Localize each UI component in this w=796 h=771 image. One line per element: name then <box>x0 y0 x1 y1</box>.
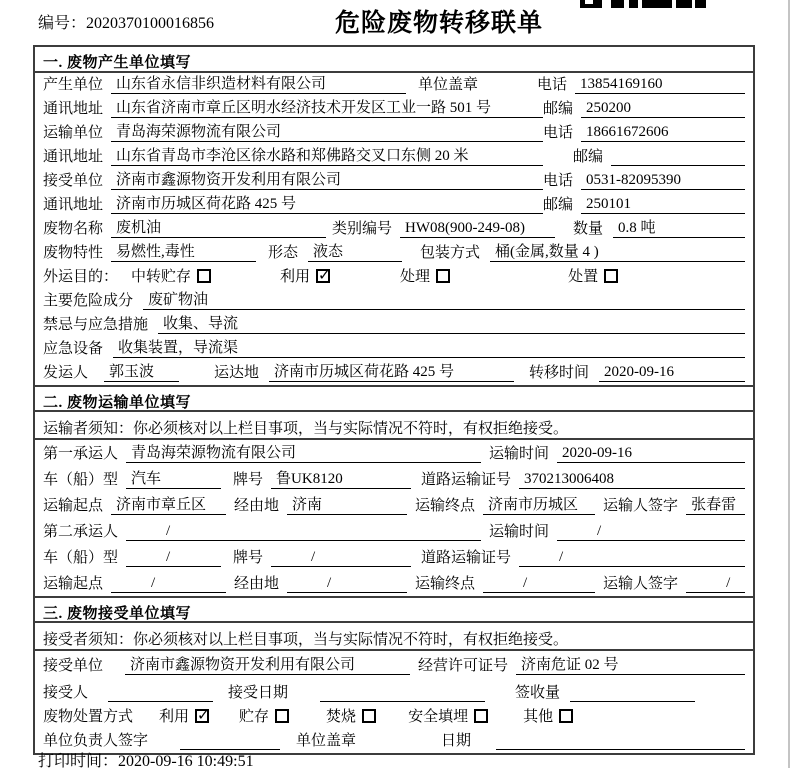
section2-title: 二. 废物运输单位填写 <box>35 385 753 412</box>
vehicle2-value: / <box>126 549 221 567</box>
transporter-label: 运输单位 <box>43 125 104 141</box>
checkbox-icon[interactable] <box>197 269 211 283</box>
print-time-value: 2020-09-16 10:49:51 <box>118 753 254 770</box>
checkbox-icon[interactable] <box>275 709 289 723</box>
shipper-dest-value: 济南市历城区荷花路 425 号 <box>269 360 514 382</box>
waste-form-value: 液态 <box>308 240 402 262</box>
disposal-option-label: 利用 <box>159 709 190 725</box>
serial-label: 编号： <box>38 15 87 32</box>
purpose-option-use <box>280 265 330 286</box>
transfer-time-value: 2020-09-16 <box>599 364 745 382</box>
receiver-address-label: 通讯地址 <box>43 197 104 213</box>
transporter-value: 青岛海荣源物流有限公司 <box>111 120 543 142</box>
measures-label: 禁忌与应急措施 <box>43 317 149 333</box>
route2-row <box>35 570 753 596</box>
route1-row <box>35 492 753 518</box>
vehicle1-cert-value: 370213006408 <box>519 471 745 489</box>
route2-start-value: / <box>111 575 226 593</box>
equipment-label: 应急设备 <box>43 341 104 357</box>
route2-end-value: / <box>483 575 595 593</box>
route1-end-label: 运输终点 <box>415 498 476 514</box>
waste-qty-label: 数量 <box>573 221 604 237</box>
receiver-phone-label: 电话 <box>543 173 574 189</box>
page-edge-divider <box>788 0 790 768</box>
purpose-option-transfer <box>131 265 211 286</box>
measures-row <box>35 313 753 337</box>
vehicle1-label: 车（船）型 <box>43 472 119 488</box>
route1-sign-value: 张春雷 <box>686 493 745 515</box>
waste-code-label: 类别编号 <box>332 221 393 237</box>
unit-seal-label: 单位盖章 <box>296 733 357 749</box>
purpose-option-label: 处理 <box>400 269 431 285</box>
route2-start-label: 运输起点 <box>43 576 104 592</box>
vehicle2-plate-label: 牌号 <box>233 550 264 566</box>
carrier2-label: 第二承运人 <box>43 524 119 540</box>
purpose-label: 外运目的： <box>43 269 119 285</box>
receiver-phone-value: 0531-82095390 <box>581 172 745 190</box>
producer-phone-label: 电话 <box>536 77 567 93</box>
route1-sign-label: 运输人签字 <box>603 498 679 514</box>
acceptor-row <box>35 678 753 705</box>
producer-zip-label: 邮编 <box>543 101 574 117</box>
route2-sign-value: / <box>686 575 745 593</box>
transporter-phone-value: 18661672606 <box>581 124 745 142</box>
producer-address-row <box>35 97 753 121</box>
producer-seal-label: 单位盖章 <box>418 77 479 93</box>
equipment-row <box>35 337 753 361</box>
purpose-option-label: 利用 <box>280 269 311 285</box>
checkbox-icon[interactable] <box>362 709 376 723</box>
receiver-address-row <box>35 193 753 217</box>
receipt-qty-value <box>570 685 695 702</box>
accept-unit-value: 济南市鑫源物资开发利用有限公司 <box>125 653 410 675</box>
route1-end-value: 济南市历城区 <box>483 493 595 515</box>
checkbox-icon[interactable] <box>195 709 209 723</box>
vehicle2-row <box>35 544 753 570</box>
route2-via-label: 经由地 <box>234 576 280 592</box>
license-label: 经营许可证号 <box>418 658 509 674</box>
waste-form-label: 形态 <box>268 245 299 261</box>
disposal-option-label: 其他 <box>523 709 554 725</box>
vehicle1-cert-label: 道路运输证号 <box>421 472 512 488</box>
disposal-option-other <box>523 705 573 726</box>
producer-phone-value: 13854169160 <box>575 76 745 94</box>
waste-code-value: HW08(900-249-08) <box>400 220 555 238</box>
carrier2-row <box>35 518 753 544</box>
accept-date-value <box>320 685 485 702</box>
checkbox-icon[interactable] <box>604 269 618 283</box>
carrier2-time-value: / <box>557 523 745 541</box>
route2-via-value: / <box>287 575 407 593</box>
transporter-zip-value <box>611 149 745 166</box>
receiver-address-value: 济南市历城区荷花路 425 号 <box>111 192 543 214</box>
producer-value: 山东省永信非织造材料有限公司 <box>111 72 406 94</box>
sign-date-value <box>496 733 745 750</box>
equipment-value: 收集装置，导流渠 <box>113 336 745 358</box>
producer-zip-value: 250200 <box>581 100 745 118</box>
transfer-form-table <box>33 45 755 755</box>
purpose-option-label: 中转贮存 <box>131 269 192 285</box>
print-time-label: 打印时间： <box>38 753 119 770</box>
waste-pack-value: 桶(金属,数量 4 ) <box>490 240 745 262</box>
accept-unit-label: 接受单位 <box>43 658 104 674</box>
section3-title: 三. 废物接受单位填写 <box>35 596 753 623</box>
waste-pack-label: 包装方式 <box>420 245 481 261</box>
receiver-zip-value: 250101 <box>581 196 745 214</box>
hazard-label: 主要危险成分 <box>43 293 134 309</box>
checkbox-icon[interactable] <box>436 269 450 283</box>
vehicle1-value: 汽车 <box>126 467 221 489</box>
disposal-option-store <box>239 705 289 726</box>
checkbox-icon[interactable] <box>559 709 573 723</box>
acceptor-label: 接受人 <box>43 685 89 701</box>
transporter-phone-label: 电话 <box>543 125 574 141</box>
vehicle1-plate-value: 鲁UK8120 <box>271 467 411 489</box>
producer-address-label: 通讯地址 <box>43 101 104 117</box>
carrier1-time-label: 运输时间 <box>489 446 550 462</box>
route1-start-value: 济南市章丘区 <box>111 493 226 515</box>
license-value: 济南危证 02 号 <box>516 653 745 675</box>
serial-number: 2020370100016856 <box>86 15 215 32</box>
measures-value: 收集、导流 <box>158 312 745 334</box>
receiver-zip-label: 邮编 <box>543 197 574 213</box>
vehicle2-plate-value: / <box>271 549 411 567</box>
receipt-qty-label: 签收量 <box>515 685 561 701</box>
receiver-row <box>35 169 753 193</box>
waste-name-label: 废物名称 <box>43 221 104 237</box>
shipper-row <box>35 361 753 385</box>
disposal-option-label: 焚烧 <box>326 709 357 725</box>
transporter-address-label: 通讯地址 <box>43 149 104 165</box>
carrier1-value: 青岛海荣源物流有限公司 <box>126 441 481 463</box>
receiver-value: 济南市鑫源物资开发利用有限公司 <box>111 168 543 190</box>
responsible-sign-label: 单位负责人签字 <box>43 733 149 749</box>
waste-name-row <box>35 217 753 241</box>
qr-code-fragment <box>580 0 706 8</box>
carrier2-time-label: 运输时间 <box>489 524 550 540</box>
waste-qty-value: 0.8 吨 <box>613 216 745 238</box>
carrier1-time-value: 2020-09-16 <box>557 445 745 463</box>
transfer-time-label: 转移时间 <box>529 365 590 381</box>
shipper-dest-label: 运达地 <box>214 365 260 381</box>
purpose-option-label: 处置 <box>568 269 599 285</box>
carrier1-label: 第一承运人 <box>43 446 119 462</box>
shipper-label: 发运人 <box>43 365 89 381</box>
route2-sign-label: 运输人签字 <box>603 576 679 592</box>
accept-unit-row <box>35 651 753 678</box>
hazard-row <box>35 289 753 313</box>
producer-address-value: 山东省济南市章丘区明水经济技术开发区工业一路 501 号 <box>111 96 543 118</box>
section2-notice: 运输者须知：你必须核对以上栏目事项，当与实际情况不符时，有权拒绝接受。 <box>35 412 753 440</box>
checkbox-icon[interactable] <box>474 709 488 723</box>
waste-traits-value: 易燃性,毒性 <box>111 240 256 262</box>
route1-via-label: 经由地 <box>234 498 280 514</box>
checkbox-icon[interactable] <box>316 269 330 283</box>
disposal-option-burn <box>326 705 376 726</box>
disposal-option-label: 贮存 <box>239 709 270 725</box>
acceptor-value <box>108 685 213 702</box>
route1-start-label: 运输起点 <box>43 498 104 514</box>
vehicle2-label: 车（船）型 <box>43 550 119 566</box>
waste-name-value: 废机油 <box>111 216 326 238</box>
accept-date-label: 接受日期 <box>228 685 289 701</box>
producer-row <box>35 73 753 97</box>
vehicle1-row <box>35 466 753 492</box>
disposal-option-use <box>159 705 209 726</box>
purpose-option-treat <box>400 265 450 286</box>
vehicle1-plate-label: 牌号 <box>233 472 264 488</box>
receiver-label: 接受单位 <box>43 173 104 189</box>
section3-notice: 接受者须知：你必须核对以上栏目事项，当与实际情况不符时，有权拒绝接受。 <box>35 623 753 651</box>
producer-label: 产生单位 <box>43 77 104 93</box>
route1-via-value: 济南 <box>287 493 407 515</box>
transporter-zip-label: 邮编 <box>572 149 603 165</box>
disposal-row <box>35 705 753 729</box>
purpose-option-dispose <box>568 265 618 286</box>
transporter-row <box>35 121 753 145</box>
hazard-value: 废矿物油 <box>143 288 745 310</box>
page-title: 危险废物转移联单 <box>334 10 543 37</box>
carrier1-row <box>35 440 753 466</box>
vehicle2-cert-value: / <box>519 549 745 567</box>
transporter-address-row <box>35 145 753 169</box>
disposal-option-label: 安全填埋 <box>408 709 469 725</box>
sign-date-label: 日期 <box>441 733 472 749</box>
waste-traits-row <box>35 241 753 265</box>
waste-traits-label: 废物特性 <box>43 245 104 261</box>
purpose-row <box>35 265 753 289</box>
shipper-value: 郭玉波 <box>104 360 179 382</box>
disposal-option-landfill <box>408 705 488 726</box>
disposal-label: 废物处置方式 <box>43 709 134 725</box>
transporter-address-value: 山东省青岛市李沧区徐水路和郑佛路交叉口东侧 20 米 <box>111 144 543 166</box>
carrier2-value: / <box>126 523 481 541</box>
vehicle2-cert-label: 道路运输证号 <box>421 550 512 566</box>
route2-end-label: 运输终点 <box>415 576 476 592</box>
section1-title: 一. 废物产生单位填写 <box>35 47 753 73</box>
